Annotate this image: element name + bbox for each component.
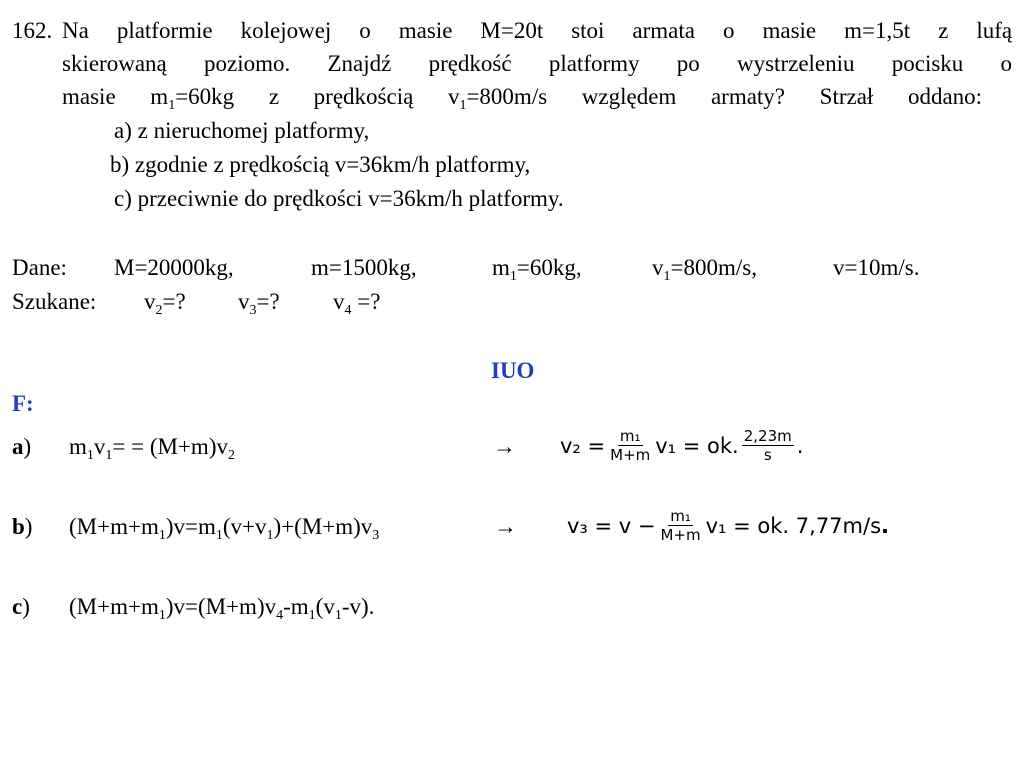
- given-mass-bullet: $m_1=60kg$,: [492, 255, 582, 284]
- option-a: a) z nieruchomej platformy,: [114, 118, 370, 143]
- problem-line-1: Na platformie kolejowej o masie M=20t stoi armata o masie m=1,5t z lufą: [62, 18, 1013, 43]
- part-c-equation: $(M+m+m_1)v=(M+m)v_4-m_1(v_1-v)$.: [69, 594, 375, 623]
- given-label: Dane:: [12, 255, 67, 280]
- part-b-equation: $(M+m+m_1)v=m_1(v+v_1)+(M+m)v_3$: [69, 514, 380, 543]
- part-c-label: c): [12, 594, 30, 619]
- part-b-fraction: $\frac{\text{m₁}}{M+m}$: [660, 507, 701, 544]
- unknown-v3: $v_3=$?: [238, 289, 280, 318]
- part-a-equation: $m_1v_1= = (M+m)v_2$: [69, 434, 235, 463]
- part-b-arrow: →: [494, 514, 517, 539]
- unknowns-label: Szukane:: [12, 289, 97, 314]
- problem-line-2: skierowaną poziomo. Znajdź prędkość platformy po wystrzeleniu pocisku o: [62, 51, 1013, 76]
- problem-number: 162.: [12, 18, 53, 43]
- unknown-v4: $v_4$ =?: [333, 289, 381, 318]
- given-mass-cannon: m=1500kg,: [311, 255, 417, 280]
- problem-line-3: masie $m_1=60kg$ z prędkością $v_1=800m/s$ względem armaty? Strzał oddano:: [62, 84, 983, 113]
- part-a-fraction: $\frac{\text{m₁}}{M+m}$: [610, 427, 651, 464]
- part-a-label: a): [12, 434, 32, 459]
- option-b: b) zgodnie z prędkością v=36km/h platformy,: [110, 152, 531, 177]
- given-velocity-bullet: $v_1=800m/s$,: [652, 255, 757, 284]
- part-b-label: b): [12, 514, 33, 539]
- given-velocity-platform: v=10m/s.: [833, 255, 920, 280]
- section-f-label: F:: [12, 391, 34, 416]
- part-a-result-fraction: $\frac{2,23m}{s}$: [743, 427, 792, 464]
- part-a-result: v₂ = $\frac{\text{m₁}}{M+m}$ v₁ = ok. $\frac{2,23m}{s}$ .: [560, 427, 804, 464]
- part-a-arrow: →: [493, 434, 516, 459]
- given-mass-platform: M=20000kg,: [114, 255, 234, 280]
- unknown-v2: $v_2=$?: [144, 289, 186, 318]
- option-c: c) przeciwnie do prędkości v=36km/h platformy.: [114, 186, 564, 211]
- section-heading: IUO: [491, 358, 535, 383]
- part-b-result: v₃ = v − $\frac{\text{m₁}}{M+m}$ v₁ = ok. 7,77m/s .: [567, 507, 889, 544]
